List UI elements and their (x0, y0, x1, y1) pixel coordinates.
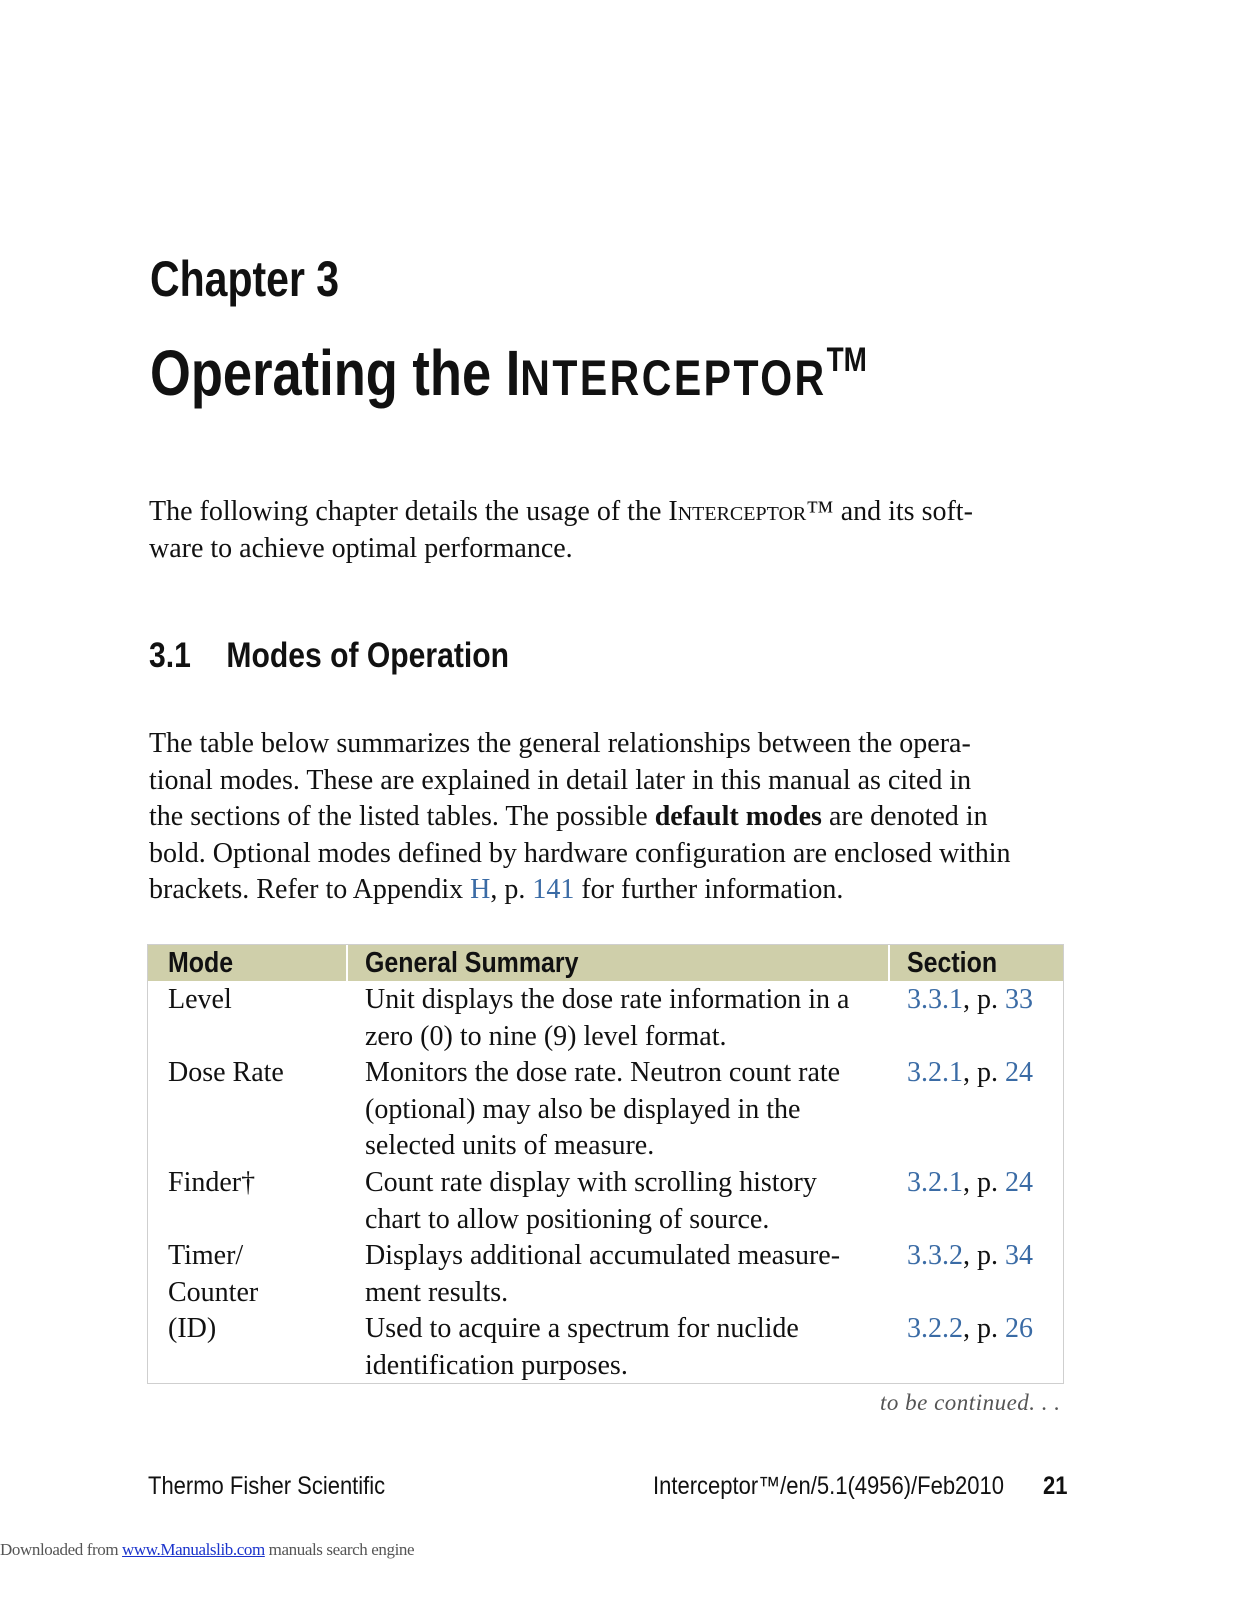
para-line-3 (149, 799, 1069, 836)
default-modes-emphasis: default modes (654, 801, 822, 832)
chapter-title (150, 336, 867, 410)
page-separator: , p. (963, 1240, 1005, 1271)
para-text: , p. (490, 874, 533, 905)
para-text: brackets. Refer to Appendix (149, 874, 471, 905)
header-divider (888, 945, 890, 981)
footer-doc-id: Interceptor™/en/5.1(4956)/Feb2010 (653, 1472, 1005, 1500)
modes-paragraph (149, 726, 1069, 909)
page-link[interactable]: 34 (1005, 1240, 1033, 1271)
page-link[interactable]: 33 (1005, 984, 1033, 1015)
manualslib-link[interactable]: www.Manualslib.com (122, 1540, 265, 1559)
para-line-4: bold. Optional modes defined by hardware configuration are enclosed within (149, 837, 1011, 869)
intro-text: ™ and its soft- (806, 496, 973, 527)
section-cell (907, 982, 1067, 1019)
section-heading (149, 636, 509, 676)
modes-table (147, 944, 1064, 1384)
chapter-title-smallcaps: NTERCEPTOR (520, 350, 827, 406)
page-link[interactable]: 24 (1005, 1167, 1033, 1198)
section-link[interactable]: 3.3.1 (907, 984, 963, 1015)
page-separator: , p. (963, 1167, 1005, 1198)
page-separator: , p. (963, 984, 1005, 1015)
page-link[interactable]: 26 (1005, 1313, 1033, 1344)
intro-line-2: ware to achieve optimal performance. (149, 532, 573, 564)
chapter-title-prefix: Operating the I (150, 337, 521, 409)
mode-cell: Finder† (168, 1167, 256, 1198)
para-text: the sections of the listed tables. The possible (149, 801, 655, 832)
section-link[interactable]: 3.2.1 (907, 1057, 963, 1088)
header-mode: Mode (168, 947, 234, 979)
mode-cell: Level (168, 984, 232, 1015)
appendix-link[interactable]: H (470, 874, 491, 905)
summary-cell: Used to acquire a spectrum for nuclide identification purposes. (365, 1313, 799, 1381)
page-number: 21 (1043, 1472, 1068, 1500)
page-separator: , p. (963, 1313, 1005, 1344)
section-cell (907, 1165, 1067, 1202)
intro-line-1 (149, 494, 1069, 531)
footer-company: Thermo Fisher Scientific (148, 1472, 386, 1500)
summary-cell: Displays additional accumulated measure- ment results. (365, 1240, 841, 1308)
summary-cell: Monitors the dose rate. Neutron count rate (optional) may also be displayed in the selected units of measure. (365, 1057, 841, 1161)
page-link[interactable]: 24 (1005, 1057, 1033, 1088)
intro-paragraph (149, 494, 1069, 567)
page-link[interactable]: 141 (532, 874, 575, 905)
para-line-1: The table below summarizes the general relationships between the opera- (149, 728, 971, 759)
table-header (148, 945, 1063, 981)
product-name: Interceptor (668, 496, 807, 527)
mode-cell: Dose Rate (168, 1057, 284, 1088)
download-suffix: manuals search engine (264, 1540, 415, 1559)
summary-cell: Unit displays the dose rate information in a zero (0) to nine (9) level format. (365, 984, 850, 1052)
header-summary: General Summary (365, 947, 579, 979)
mode-cell: (ID) (168, 1313, 217, 1344)
section-link[interactable]: 3.2.1 (907, 1167, 963, 1198)
section-cell (907, 1238, 1067, 1275)
intro-text: The following chapter details the usage of the (149, 496, 669, 527)
section-title: Modes of Operation (226, 636, 510, 675)
page-separator: , p. (963, 1057, 1005, 1088)
header-section: Section (907, 947, 998, 979)
header-divider (346, 945, 348, 981)
chapter-label: Chapter 3 (150, 251, 340, 307)
para-text: for further information. (574, 874, 844, 905)
mode-cell: Timer/ Counter (168, 1240, 259, 1308)
continued-note: to be continued. . . (880, 1390, 1061, 1415)
para-line-5 (149, 872, 1069, 909)
section-link[interactable]: 3.2.2 (907, 1313, 963, 1344)
section-number: 3.1 (149, 636, 191, 675)
download-prefix: Downloaded from (0, 1540, 123, 1559)
section-cell (907, 1055, 1067, 1092)
para-line-2: tional modes. These are explained in detail later in this manual as cited in (149, 764, 972, 796)
section-link[interactable]: 3.3.2 (907, 1240, 963, 1271)
trademark-mark: TM (826, 341, 867, 379)
para-text: are denoted in (821, 801, 988, 832)
download-note (0, 1540, 414, 1560)
summary-cell: Count rate display with scrolling history chart to allow positioning of source. (365, 1167, 817, 1235)
section-cell (907, 1311, 1067, 1348)
